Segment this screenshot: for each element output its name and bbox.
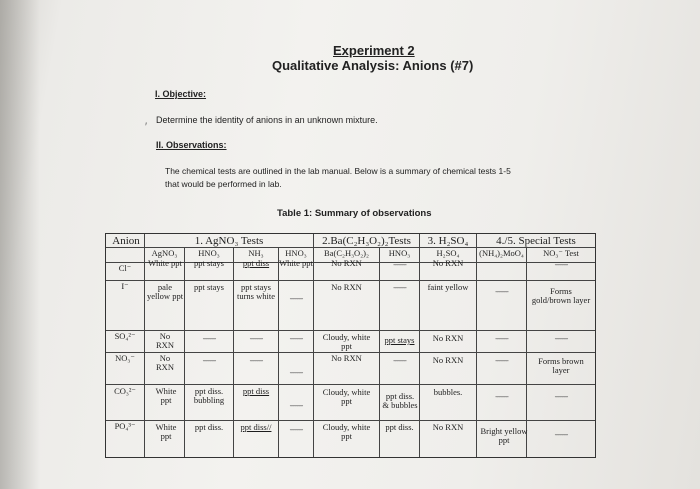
cell-co3-hno3-3: ppt diss. & bubbles — [382, 391, 418, 410]
cell-cl-h2so4: No RXN — [432, 258, 464, 268]
table-caption: Table 1: Summary of observations — [277, 208, 432, 219]
experiment-subtitle: Qualitative Analysis: Anions (#7) — [272, 58, 474, 73]
cell-po4-molybdate: Bright yellow ppt — [480, 426, 528, 445]
subheader-hno3-2: HNO₃ — [285, 248, 307, 258]
table-rule — [106, 420, 595, 421]
cell-po4-nh3: ppt diss// — [240, 422, 272, 432]
cell-no3-hno3-1: ------- — [202, 355, 216, 365]
cell-po4-no3test: ------- — [554, 429, 568, 439]
observations-intro-line1: The chemical tests are outlined in the lab manual. Below is a summary of chemical tests 1-5 — [165, 166, 511, 176]
cell-cl-hno3-1: ppt stays — [194, 258, 224, 268]
objective-heading: I. Objective: — [155, 89, 207, 99]
header-test2: 2.Ba(C₂H₃O₂)₂Tests — [322, 235, 411, 247]
cell-co3-no3test: ------- — [554, 391, 568, 401]
table-rule — [144, 234, 145, 457]
cell-cl-hno3-2: White ppt — [279, 258, 313, 268]
cell-so4-nh3: ------- — [249, 333, 263, 343]
cell-i-no3test: Forms gold/brown layer — [531, 286, 591, 305]
table-rule — [106, 330, 595, 331]
objective-text: Determine the identity of anions in an unknown mixture. — [156, 115, 378, 125]
cell-so4-hno3-3: ppt stays — [384, 335, 415, 345]
table-rule — [106, 280, 595, 281]
cell-co3-molybdate: ------- — [495, 391, 508, 401]
subheader-nh3: NH₃ — [248, 248, 264, 258]
cell-no3-nh3: ------- — [249, 355, 263, 365]
subheader-no3-test: NO₃⁻ Test — [543, 248, 579, 258]
cell-no3-no3test: Forms brown layer — [538, 356, 584, 375]
cell-cl-hno3-3: ------- — [393, 259, 406, 269]
cell-co3-hno3-2: ------- — [289, 400, 303, 410]
cell-so4-h2so4: No RXN — [432, 333, 464, 343]
cell-no3-molybdate: ------- — [495, 355, 508, 365]
table-rule — [233, 247, 234, 457]
header-anion: Anion — [112, 235, 140, 247]
cell-so4-molybdate: ------- — [495, 333, 508, 343]
anion-po4: PO₄³⁻ — [114, 421, 136, 431]
cell-i-hno3-3: ------- — [393, 282, 406, 292]
page-edge-shadow — [0, 0, 40, 489]
text-cursor-icon: ′ — [145, 121, 148, 133]
cell-cl-ba: No RXN — [331, 258, 362, 268]
cell-so4-hno3-1: ------- — [202, 333, 216, 343]
table-rule — [476, 234, 477, 457]
cell-i-hno3-1: ppt stays — [194, 282, 224, 292]
cell-co3-agno3: White ppt — [155, 386, 177, 405]
subheader-hno3-3: HNO₃ — [388, 248, 411, 258]
cell-po4-hno3-1: ppt diss. — [194, 422, 224, 432]
anion-i: I⁻ — [121, 281, 129, 291]
cell-i-ba: No RXN — [331, 282, 362, 292]
subheader-ba-acetate: Ba(C₂H₃O₂)₂ — [324, 248, 369, 258]
cell-po4-ba: Cloudy, white ppt — [322, 422, 371, 441]
cell-cl-no3test: ------- — [554, 259, 568, 269]
observations-heading: II. Observations: — [156, 140, 227, 150]
cell-i-molybdate: ------- — [495, 286, 508, 296]
subheader-hno3-1: HNO₃ — [198, 248, 220, 258]
subheader-agno3: AgNO₃ — [151, 248, 178, 258]
cell-no3-agno3: No RXN — [156, 353, 174, 372]
cell-so4-hno3-2: ------- — [289, 333, 303, 343]
cell-i-h2so4: faint yellow — [427, 282, 469, 292]
observations-intro-line2: that would be performed in lab. — [165, 179, 282, 189]
header-test45: 4./5. Special Tests — [496, 235, 576, 247]
experiment-title: Experiment 2 — [333, 43, 415, 58]
cell-co3-nh3: ppt diss — [242, 386, 270, 396]
cell-cl-agno3: White ppt — [148, 258, 182, 268]
cell-so4-agno3: No RXN — [156, 331, 174, 350]
anion-no3: NO₃⁻ — [115, 353, 135, 363]
cell-cl-nh3: ppt diss — [242, 258, 270, 268]
cell-i-hno3-2: ------- — [289, 293, 303, 303]
observations-table — [105, 233, 596, 458]
header-test3: 3. H₂SO₄ — [427, 235, 469, 247]
cell-po4-h2so4: No RXN — [432, 422, 464, 432]
cell-i-agno3: pale yellow ppt — [146, 282, 184, 301]
cell-so4-ba: Cloudy, white ppt — [322, 332, 371, 351]
cell-so4-no3test: ------- — [554, 333, 568, 343]
anion-cl: Cl⁻ — [118, 263, 132, 273]
cell-co3-h2so4: bubbles. — [433, 387, 463, 397]
cell-po4-agno3: White ppt — [155, 422, 177, 441]
anion-co3: CO₃²⁻ — [114, 386, 136, 396]
cell-no3-ba: No RXN — [331, 353, 362, 363]
anion-so4: SO₄²⁻ — [114, 331, 136, 341]
table-rule — [106, 384, 595, 385]
cell-po4-hno3-2: ------- — [289, 424, 303, 434]
cell-no3-h2so4: No RXN — [432, 355, 464, 365]
subheader-h2so4: H₂SO₄ — [436, 248, 460, 258]
table-rule — [379, 247, 380, 457]
cell-co3-ba: Cloudy, white ppt — [322, 387, 371, 406]
cell-po4-hno3-3: ppt diss. — [385, 422, 414, 432]
cell-no3-hno3-2: ------- — [289, 367, 303, 377]
subheader-molybdate: (NH₄)₂MoO₄ — [479, 248, 524, 258]
header-test1: 1. AgNO₃ Tests — [194, 235, 264, 247]
cell-i-nh3: ppt stays turns white — [236, 282, 275, 301]
cell-co3-hno3-1: ppt diss. bubbling — [193, 386, 225, 405]
cell-no3-hno3-3: ------- — [393, 355, 406, 365]
